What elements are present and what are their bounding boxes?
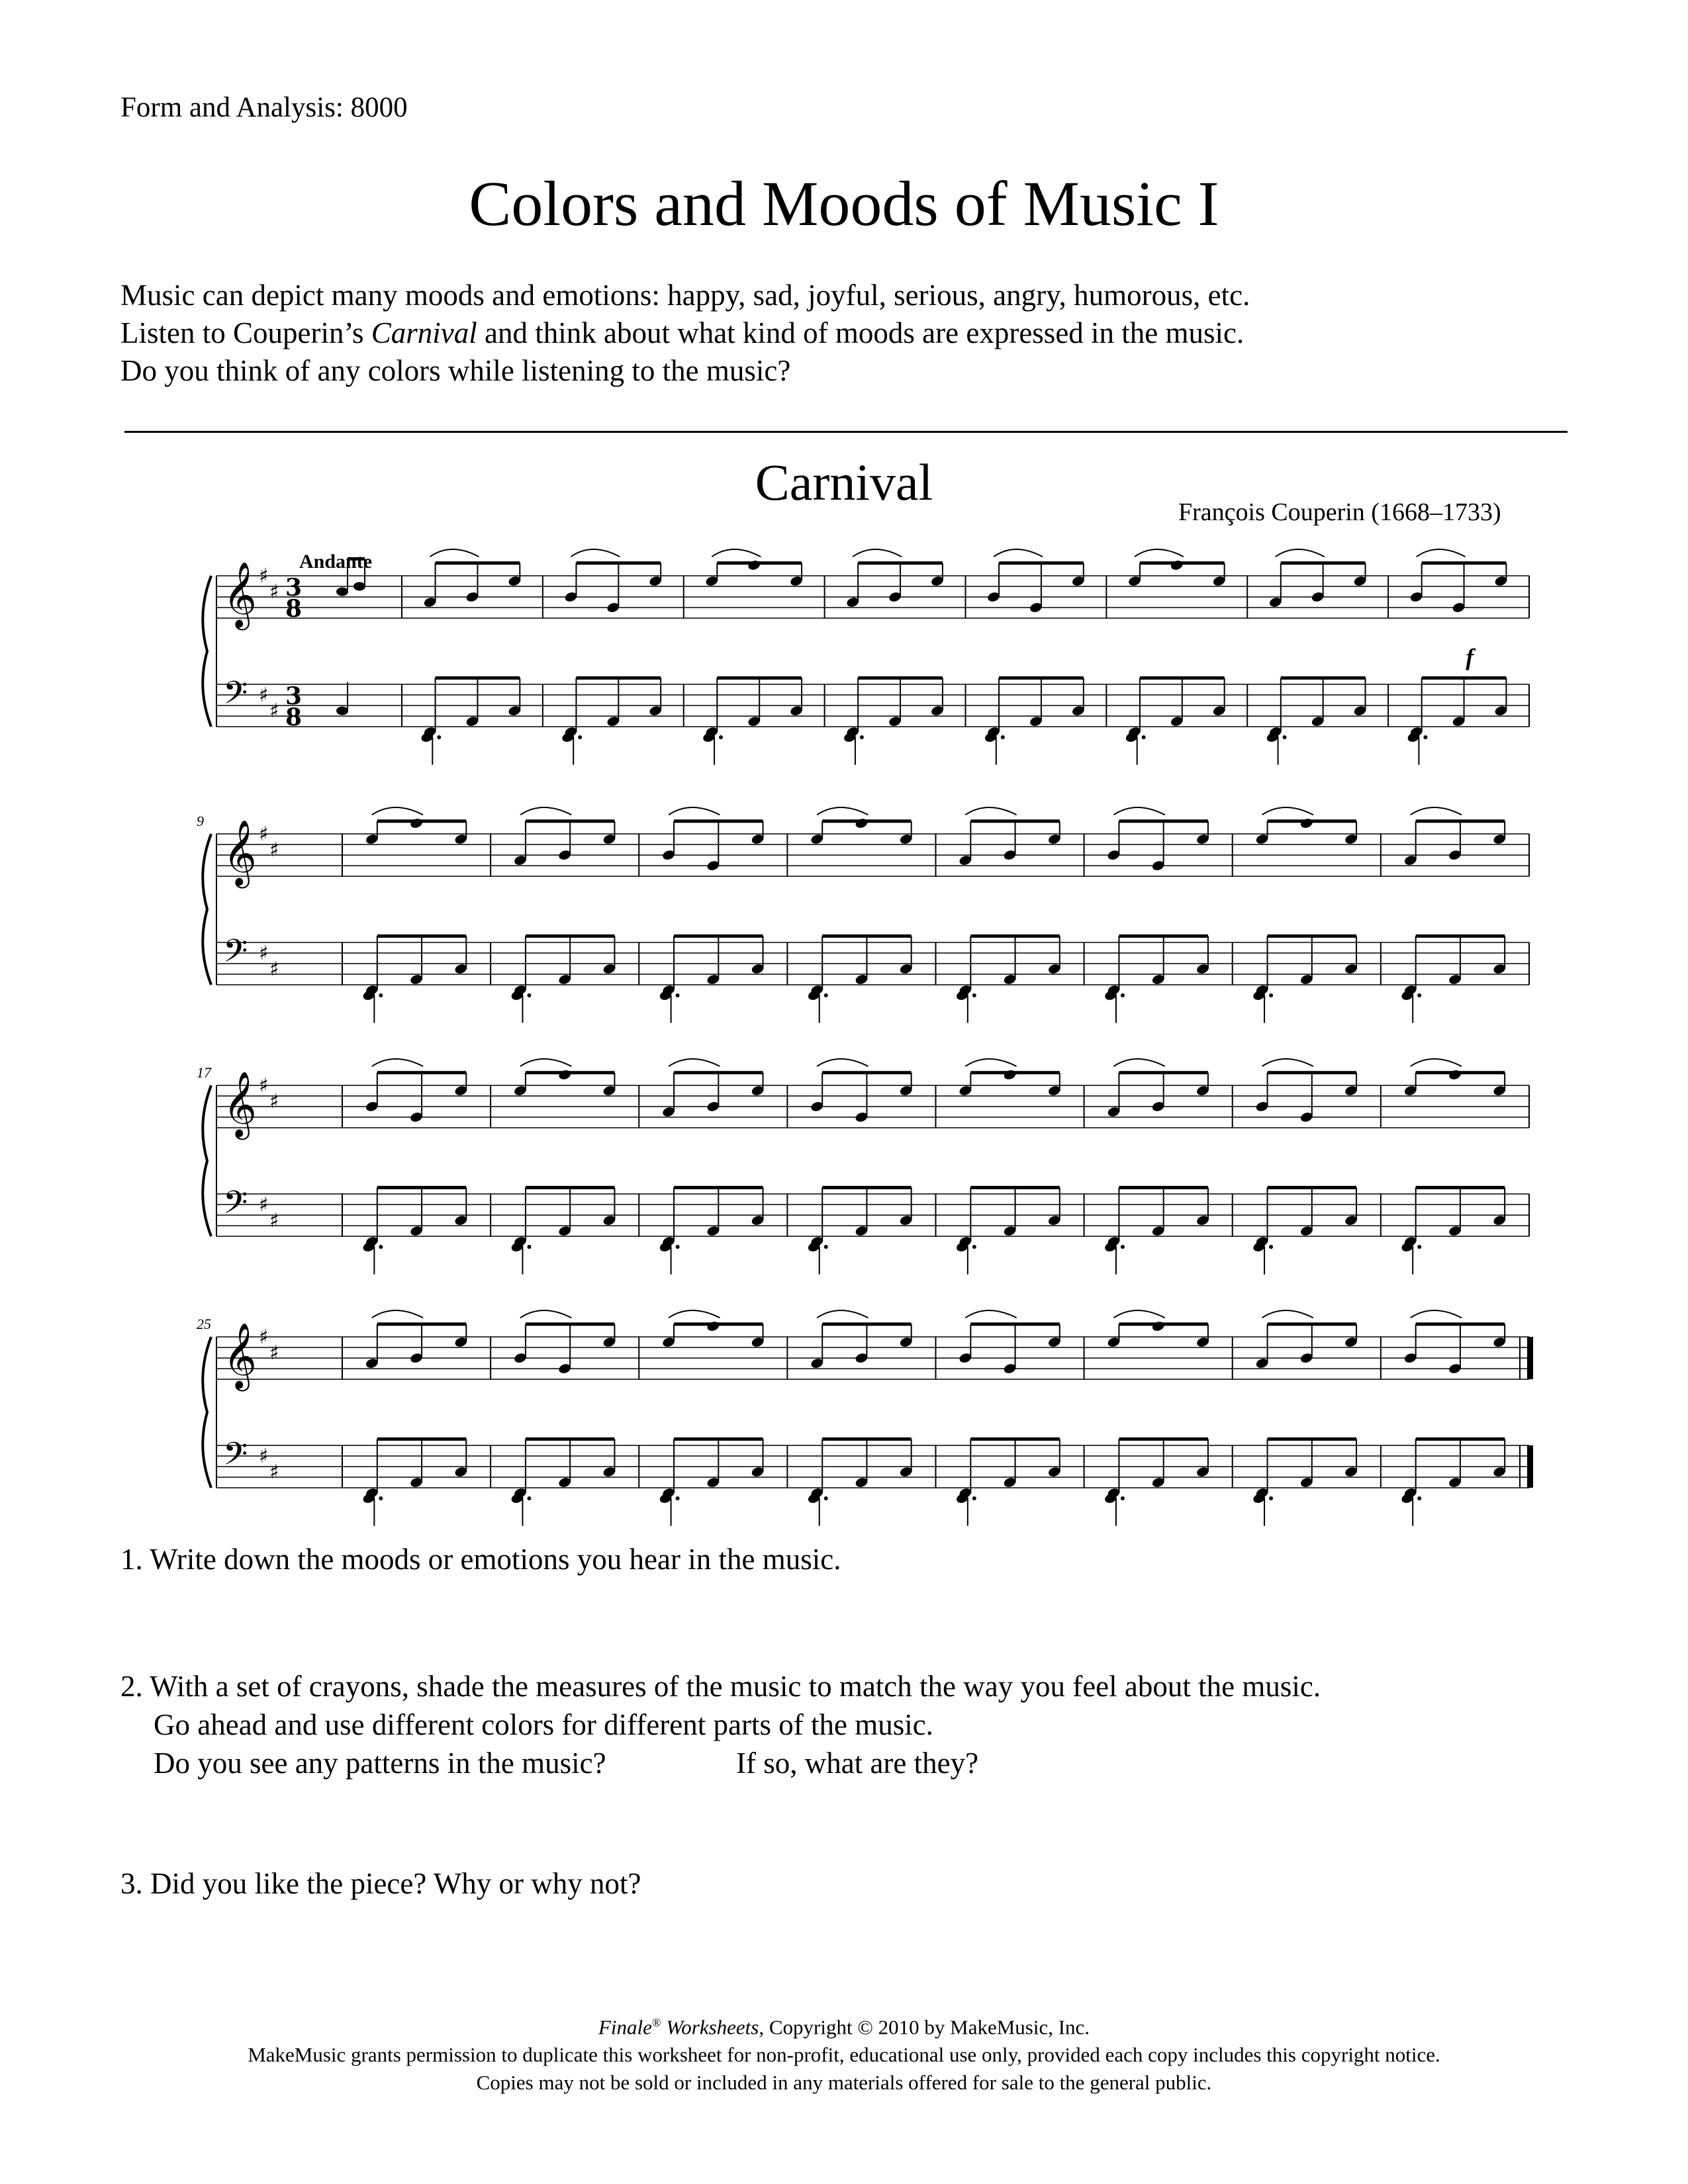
treble-clef-icon: 𝄞 xyxy=(223,1322,257,1389)
slur xyxy=(1417,549,1466,557)
augmentation-dot xyxy=(860,735,864,739)
augmentation-dot xyxy=(824,1496,828,1500)
augmentation-dot xyxy=(719,735,723,739)
augmentation-dot xyxy=(379,1245,383,1249)
augmentation-dot xyxy=(1283,735,1287,739)
sharp-icon: ♯ xyxy=(269,839,279,862)
sharp-icon: ♯ xyxy=(269,1461,279,1484)
slur xyxy=(1113,1310,1164,1318)
slur xyxy=(1276,549,1325,557)
question-1: 1. Write down the moods or emotions you hear in the music. xyxy=(120,1543,841,1576)
question-2-line-3b: If so, what are they? xyxy=(736,1747,979,1780)
augmentation-dot xyxy=(1001,735,1005,739)
slur xyxy=(817,807,868,815)
bass-clef-icon: 𝄢 xyxy=(223,1435,248,1480)
augmentation-dot xyxy=(1417,1245,1421,1249)
augmentation-dot xyxy=(972,993,976,997)
slur xyxy=(1262,1310,1313,1318)
sharp-icon: ♯ xyxy=(259,1326,269,1349)
augmentation-dot xyxy=(824,993,828,997)
slur xyxy=(430,549,479,557)
augmentation-dot xyxy=(676,993,680,997)
slur xyxy=(669,807,720,815)
question-2-line-3a: Do you see any patterns in the music? xyxy=(154,1747,606,1780)
brace xyxy=(203,834,211,985)
slur xyxy=(669,1059,720,1066)
slur xyxy=(571,549,620,557)
augmentation-dot xyxy=(578,735,582,739)
bass-clef-icon: 𝄢 xyxy=(223,1183,248,1229)
measure-number: 25 xyxy=(197,1316,211,1332)
slur xyxy=(1135,549,1184,557)
augmentation-dot xyxy=(379,1496,383,1500)
note-head xyxy=(336,707,348,715)
slur xyxy=(712,549,761,557)
final-barline xyxy=(1527,1445,1533,1488)
bass-clef-icon: 𝄢 xyxy=(223,932,248,978)
slur xyxy=(1411,1310,1462,1318)
slur xyxy=(520,807,571,815)
sharp-icon: ♯ xyxy=(259,942,269,965)
intro-line-1: Music can depict many moods and emotions: happy, sad, joyful, serious, angry, humorous, etc. xyxy=(120,279,1250,312)
finale-brand: Finale xyxy=(598,2015,652,2039)
slur xyxy=(372,807,423,815)
brace xyxy=(203,1085,211,1236)
sharp-icon: ♯ xyxy=(259,565,269,588)
sharp-icon: ♯ xyxy=(269,1342,279,1365)
intro-line-2-start: Listen to Couperin’s xyxy=(120,316,371,349)
sharp-icon: ♯ xyxy=(269,580,279,604)
augmentation-dot xyxy=(527,1245,531,1249)
note-head xyxy=(353,582,365,591)
sharp-icon: ♯ xyxy=(269,1090,279,1113)
question-2-line-2: Go ahead and use different colors for different parts of the music. xyxy=(154,1708,933,1741)
course-label: Form and Analysis: 8000 xyxy=(120,92,408,123)
question-2-line-1: 2. With a set of crayons, shade the measures of the music to match the way you feel about the music. xyxy=(120,1670,1321,1703)
sharp-icon: ♯ xyxy=(259,1193,269,1216)
measure-number: 9 xyxy=(197,813,204,829)
augmentation-dot xyxy=(1417,993,1421,997)
slur xyxy=(372,1059,423,1066)
worksheet-title: Colors and Moods of Music I xyxy=(469,168,1219,239)
slur xyxy=(817,1310,868,1318)
sharp-icon: ♯ xyxy=(269,1209,279,1232)
augmentation-dot xyxy=(1269,1245,1273,1249)
slur xyxy=(1411,1059,1462,1066)
augmentation-dot xyxy=(379,993,383,997)
composer-credit: François Couperin (1668–1733) xyxy=(1178,498,1501,526)
augmentation-dot xyxy=(1121,1496,1125,1500)
augmentation-dot xyxy=(527,1496,531,1500)
augmentation-dot xyxy=(972,1245,976,1249)
augmentation-dot xyxy=(972,1496,976,1500)
copyright-text: , Copyright © 2010 by MakeMusic, Inc. xyxy=(759,2015,1090,2039)
sharp-icon: ♯ xyxy=(269,958,279,981)
sharp-icon: ♯ xyxy=(259,1445,269,1468)
time-signature-top: 3 xyxy=(285,682,303,710)
intro-line-2-end: and think about what kind of moods are expressed in the music. xyxy=(477,316,1244,349)
time-signature-bottom: 8 xyxy=(285,595,303,623)
intro-line-3: Do you think of any colors while listening to the music? xyxy=(120,354,791,387)
registered-mark: ® xyxy=(651,2016,661,2029)
tempo-marking: Andante xyxy=(299,551,373,572)
treble-clef-icon: 𝄞 xyxy=(223,819,257,886)
augmentation-dot xyxy=(1417,1496,1421,1500)
augmentation-dot xyxy=(527,993,531,997)
slur xyxy=(965,1310,1016,1318)
treble-clef-icon: 𝄞 xyxy=(223,561,257,628)
footer-line-3: Copies may not be sold or included in any materials offered for sale to the general public. xyxy=(476,2071,1212,2095)
footer-line-1 xyxy=(0,2009,1688,2041)
augmentation-dot xyxy=(1121,993,1125,997)
slur xyxy=(1262,1059,1313,1066)
sharp-icon: ♯ xyxy=(269,700,279,723)
slur xyxy=(1411,807,1462,815)
piece-name-italic: Carnival xyxy=(371,316,477,349)
final-barline xyxy=(1527,1337,1533,1379)
measure-number: 17 xyxy=(197,1064,211,1081)
augmentation-dot xyxy=(1269,1496,1273,1500)
brace xyxy=(203,1337,211,1488)
augmentation-dot xyxy=(676,1245,680,1249)
slur xyxy=(1262,807,1313,815)
copyright-footer xyxy=(0,2009,1688,2097)
augmentation-dot xyxy=(1269,993,1273,997)
footer-line-2: MakeMusic grants permission to duplicate this worksheet for non-profit, educational use only, provided each copy includes this copyright notice. xyxy=(248,2043,1440,2067)
sharp-icon: ♯ xyxy=(259,823,269,846)
time-signature-top: 3 xyxy=(285,574,303,602)
slur xyxy=(965,1059,1016,1066)
time-signature-bottom: 8 xyxy=(285,704,303,731)
slur xyxy=(520,1310,571,1318)
question-3: 3. Did you like the piece? Why or why not? xyxy=(120,1867,641,1900)
brace xyxy=(203,576,211,727)
note-head xyxy=(336,588,348,596)
slur xyxy=(817,1059,868,1066)
slur xyxy=(853,549,902,557)
sharp-icon: ♯ xyxy=(259,1074,269,1097)
piece-title: Carnival xyxy=(755,453,933,511)
slur xyxy=(372,1310,423,1318)
bass-clef-icon: 𝄢 xyxy=(223,674,248,719)
slur xyxy=(1113,807,1164,815)
worksheets-label: Worksheets xyxy=(661,2015,759,2039)
slur xyxy=(669,1310,720,1318)
dynamic-forte: f xyxy=(1466,644,1474,671)
augmentation-dot xyxy=(1142,735,1146,739)
slur xyxy=(994,549,1043,557)
augmentation-dot xyxy=(1423,735,1427,739)
slur xyxy=(1113,1059,1164,1066)
treble-clef-icon: 𝄞 xyxy=(223,1071,257,1138)
augmentation-dot xyxy=(676,1496,680,1500)
sharp-icon: ♯ xyxy=(259,684,269,707)
slur xyxy=(520,1059,571,1066)
augmentation-dot xyxy=(437,735,441,739)
augmentation-dot xyxy=(1121,1245,1125,1249)
augmentation-dot xyxy=(824,1245,828,1249)
slur xyxy=(965,807,1016,815)
